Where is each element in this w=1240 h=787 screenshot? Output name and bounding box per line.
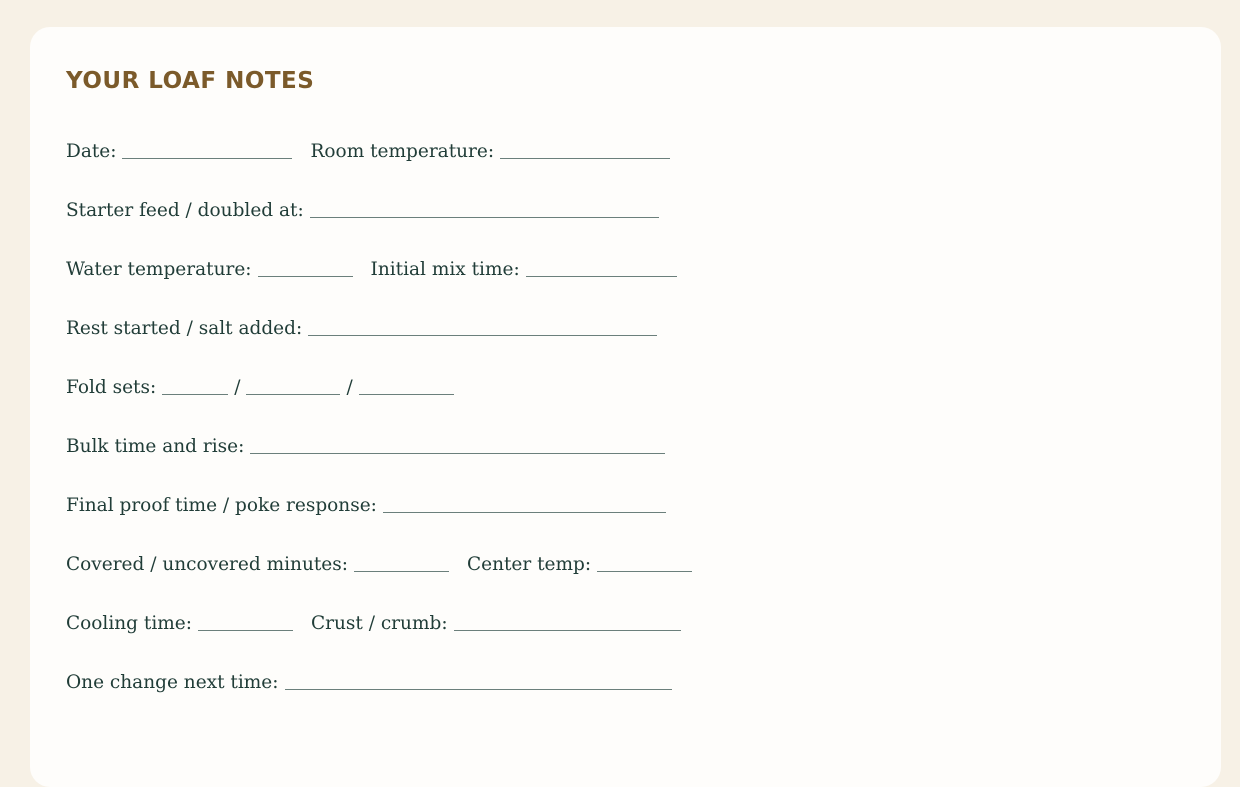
field-starter-feed bbox=[66, 198, 659, 224]
row-starter-feed bbox=[66, 198, 710, 257]
rest-salt-blank[interactable] bbox=[308, 316, 657, 336]
fold-set-2-blank[interactable] bbox=[246, 375, 340, 395]
initial-mix-time-blank[interactable] bbox=[526, 257, 677, 277]
field-covered-minutes bbox=[66, 552, 449, 578]
water-temperature-label: Water temperature: bbox=[66, 259, 252, 280]
date-blank[interactable] bbox=[122, 139, 292, 159]
date-label: Date: bbox=[66, 141, 117, 162]
bulk-time-blank[interactable] bbox=[250, 434, 665, 454]
row-fold-sets bbox=[66, 375, 710, 434]
cooling-time-label: Cooling time: bbox=[66, 613, 192, 634]
room-temperature-label: Room temperature: bbox=[310, 141, 495, 162]
room-temperature-blank[interactable] bbox=[500, 139, 670, 159]
starter-feed-label: Starter feed / doubled at: bbox=[66, 200, 304, 221]
field-crust-crumb bbox=[311, 611, 681, 637]
row-cooling-crust bbox=[66, 611, 710, 670]
fold-set-1-blank[interactable] bbox=[162, 375, 228, 395]
crust-crumb-label: Crust / crumb: bbox=[310, 613, 448, 634]
final-proof-label: Final proof time / poke response: bbox=[66, 495, 377, 516]
field-cooling-time bbox=[66, 611, 293, 637]
field-rest-salt bbox=[66, 316, 657, 342]
notes-form bbox=[66, 139, 710, 729]
field-date bbox=[66, 139, 292, 165]
covered-minutes-label: Covered / uncovered minutes: bbox=[66, 554, 348, 575]
covered-minutes-blank[interactable] bbox=[354, 552, 449, 572]
row-rest-salt bbox=[66, 316, 710, 375]
row-final-proof bbox=[66, 493, 710, 552]
row-date-room-temp bbox=[66, 139, 710, 198]
initial-mix-time-label: Initial mix time: bbox=[370, 259, 520, 280]
cooling-time-blank[interactable] bbox=[198, 611, 293, 631]
row-one-change bbox=[66, 670, 710, 729]
field-center-temp bbox=[467, 552, 692, 578]
field-one-change bbox=[66, 670, 672, 696]
one-change-label: One change next time: bbox=[66, 672, 279, 693]
fold-set-3-blank[interactable] bbox=[359, 375, 454, 395]
field-bulk-time bbox=[66, 434, 665, 460]
water-temperature-blank[interactable] bbox=[258, 257, 353, 277]
rest-salt-label: Rest started / salt added: bbox=[66, 318, 303, 339]
row-water-mix bbox=[66, 257, 710, 316]
center-temp-label: Center temp: bbox=[466, 554, 592, 575]
bulk-time-label: Bulk time and rise: bbox=[66, 436, 245, 457]
row-bulk-time bbox=[66, 434, 710, 493]
final-proof-blank[interactable] bbox=[383, 493, 666, 513]
loaf-notes-card bbox=[30, 27, 1221, 787]
field-final-proof bbox=[66, 493, 666, 519]
fold-sets-label: Fold sets: bbox=[66, 377, 157, 398]
fold-set-separator: / bbox=[346, 377, 353, 398]
crust-crumb-blank[interactable] bbox=[454, 611, 681, 631]
center-temp-blank[interactable] bbox=[597, 552, 692, 572]
notes-title: YOUR LOAF NOTES bbox=[66, 68, 315, 94]
field-fold-sets bbox=[66, 375, 454, 401]
fold-set-separator: / bbox=[234, 377, 241, 398]
row-covered-center bbox=[66, 552, 710, 611]
field-room-temperature bbox=[310, 139, 670, 165]
field-initial-mix-time bbox=[371, 257, 677, 283]
starter-feed-blank[interactable] bbox=[310, 198, 659, 218]
field-water-temperature bbox=[66, 257, 353, 283]
one-change-blank[interactable] bbox=[285, 670, 672, 690]
